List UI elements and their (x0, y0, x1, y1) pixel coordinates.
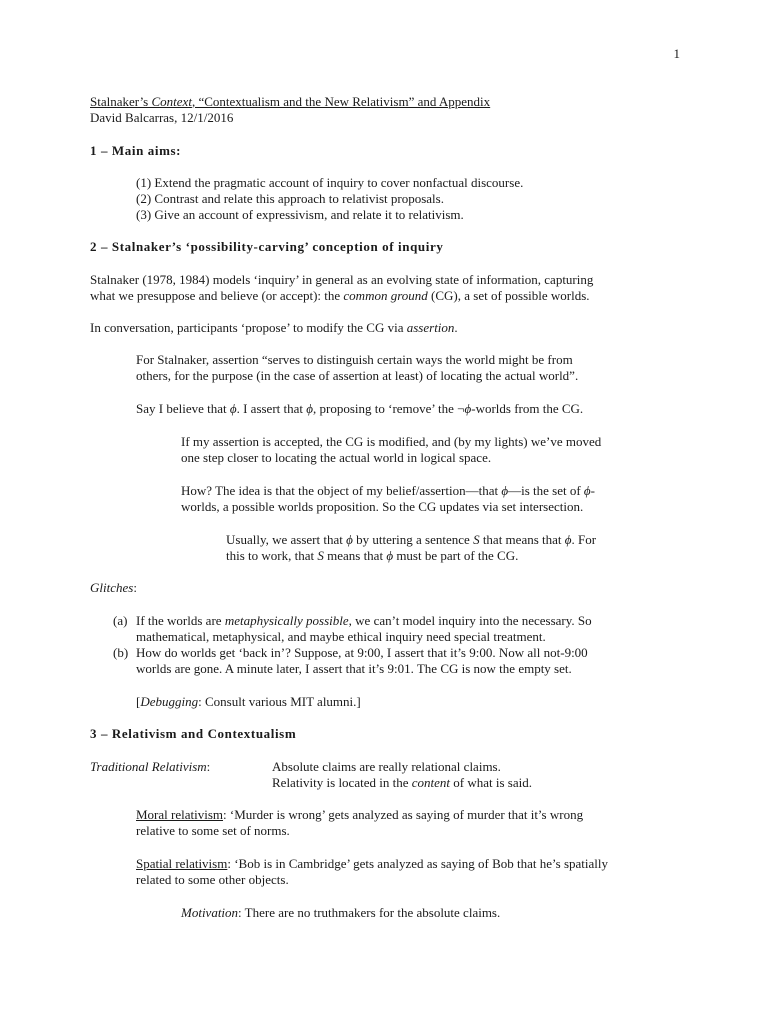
aim-item: (3) Give an account of expressivism, and relate it to relativism. (136, 207, 464, 222)
spatial-relativism-paragraph: Spatial relativism: ‘Bob is in Cambridge’ gets analyzed as saying of Bob that he’s spatially related to some other objects. (136, 856, 608, 887)
traditional-relativism-label: Traditional Relativism: (90, 759, 211, 774)
debugging-note: [Debugging: Consult various MIT alumni.] (136, 694, 361, 709)
glitch-item-a: (a) If the worlds are metaphysically possible, we can’t model inquiry into the necessary. So mathematical, metaphysical, and maybe ethical inquiry need special treatment. (113, 613, 592, 644)
aim-item: (2) Contrast and relate this approach to relativist proposals. (136, 191, 444, 206)
moral-relativism-paragraph: Moral relativism: ‘Murder is wrong’ gets analyzed as saying of murder that it’s wrong relative to some set of norms. (136, 807, 584, 838)
glitch-item-b: (b) How do worlds get ‘back in’? Suppose, at 9:00, I assert that it’s 9:00. Now all not-9:00 worlds are gone. A minute later, I assert that it’s 9:01. The CG is now the empty set. (113, 645, 588, 676)
page-number: 1 (673, 46, 680, 61)
section-1-heading: 1 – Main aims: (90, 143, 182, 158)
stalnaker-model-paragraph: Stalnaker (1978, 1984) models ‘inquiry’ in general as an evolving state of information, capturing what we presuppose and believe (or accept): the common ground (CG), a set of possible worlds. (90, 272, 594, 303)
assertion-quote-paragraph: For Stalnaker, assertion “serves to distinguish certain ways the world might be from others, for the purpose (in the case of assertion at least) of locating the actual world”. (136, 352, 579, 383)
document-header (90, 94, 490, 126)
section-3-heading: 3 – Relativism and Contextualism (90, 726, 297, 741)
document-title: Stalnaker’s Context, “Contextualism and the New Relativism” and Appendix (90, 94, 491, 109)
section-2-heading: 2 – Stalnaker’s ‘possibility-carving’ conception of inquiry (90, 239, 444, 254)
glitches-label: Glitches: (90, 580, 137, 595)
traditional-relativism-definition: Absolute claims are really relational claims. Relativity is located in the content of what is said. (272, 759, 532, 790)
assertion-accepted-paragraph: If my assertion is accepted, the CG is modified, and (by my lights) we’ve moved one step closer to locating the actual world in logical space. (181, 434, 602, 465)
object-of-belief-paragraph: How? The idea is that the object of my belief/assertion—that ϕ—is the set of ϕ- worlds, a possible worlds proposition. So the CG updates via set intersection. (181, 483, 595, 514)
sentence-meaning-paragraph: Usually, we assert that ϕ by uttering a sentence S that means that ϕ. For this to work, that S means that ϕ must be part of the CG. (226, 532, 597, 563)
main-aims-list (136, 175, 523, 223)
belief-assert-paragraph: Say I believe that ϕ. I assert that ϕ, proposing to ‘remove’ the ¬ϕ-worlds from the CG. (136, 401, 584, 416)
motivation-paragraph: Motivation: There are no truthmakers for the absolute claims. (181, 905, 501, 920)
author-line: David Balcarras, 12/1/2016 (90, 110, 234, 125)
conversation-paragraph: In conversation, participants ‘propose’ to modify the CG via assertion. (90, 320, 458, 335)
aim-item: (1) Extend the pragmatic account of inquiry to cover nonfactual discourse. (136, 175, 524, 190)
